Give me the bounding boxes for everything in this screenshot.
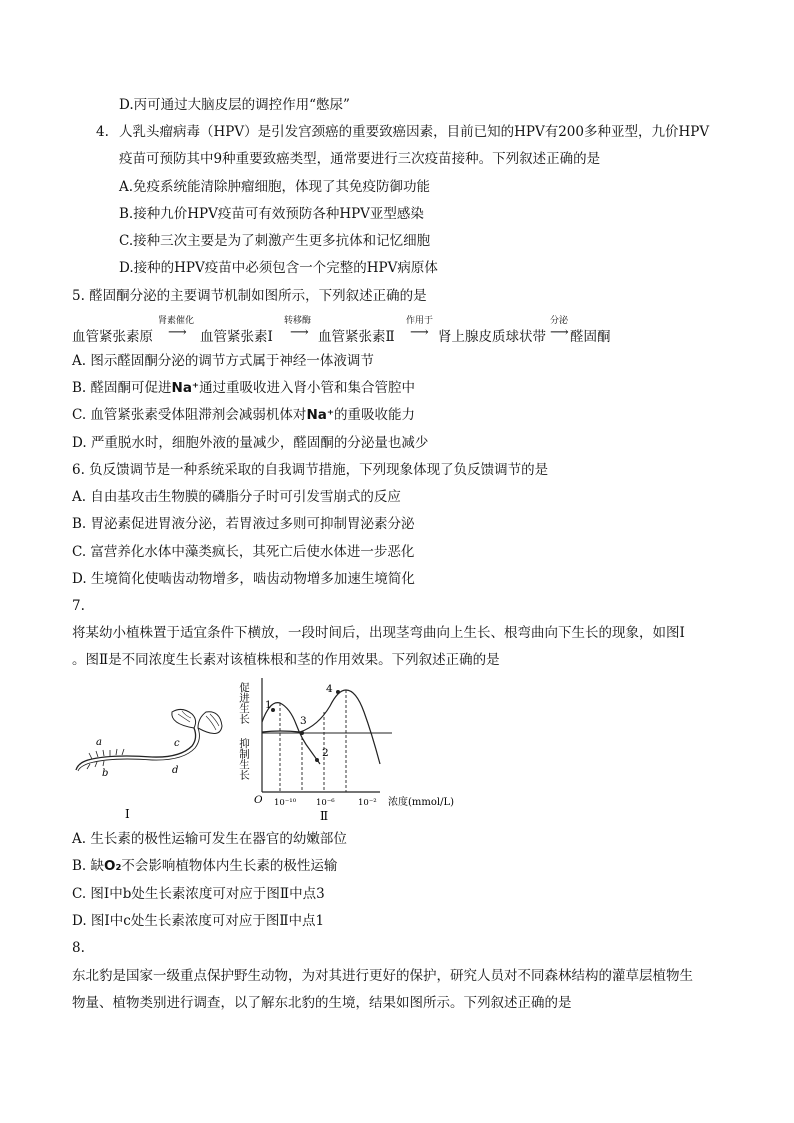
- tick-1e-2: 10⁻²: [358, 798, 377, 808]
- point-label-4: 4: [326, 683, 333, 695]
- label-a: a: [96, 737, 102, 748]
- pathway-label-secrete: 分泌: [550, 316, 569, 326]
- q4-stem-line2: 疫苗可预防其中9种重要致癌类型，通常要进行三次疫苗接种。下列叙述正确的是: [119, 151, 601, 167]
- q4-option-c: C.接种三次主要是为了刺激产生更多抗体和记忆细胞: [119, 233, 431, 249]
- pathway-adrenal-cortex: 肾上腺皮质球状带: [438, 329, 546, 345]
- dashed-guides: [280, 690, 346, 792]
- point-2: [315, 758, 319, 762]
- figure-2-growth-curves: [240, 672, 480, 824]
- q5-option-b-ion: Na⁺: [171, 380, 200, 396]
- ylabel-inhibit: 抑制生长: [238, 738, 250, 780]
- x-axis-label: 浓度(mmol/L): [388, 797, 454, 808]
- q6-option-a: A. 自由基攻击生物膜的磷脂分子时可引发雪崩式的反应: [72, 489, 401, 505]
- q4-option-b: B.接种九价HPV疫苗可有效预防各种HPV亚型感染: [119, 206, 424, 222]
- q6-option-d: D. 生境简化使啮齿动物增多，啮齿动物增多加速生境简化: [72, 571, 415, 587]
- tick-1e-10: 10⁻¹⁰: [274, 798, 297, 808]
- q7-option-b: [72, 857, 337, 875]
- figure-1-seedling: [70, 700, 240, 825]
- point-3: [300, 731, 304, 735]
- pathway-label-renin: 肾素催化: [158, 316, 195, 326]
- q5-regulation-pathway: [72, 316, 722, 346]
- point-4: [336, 690, 340, 694]
- q8-stem-line1: 东北豹是国家一级重点保护野生动物，为对其进行更好的保护，研究人员对不同森林结构的灌草层植物生: [72, 968, 693, 984]
- q7-option-c: C. 图Ⅰ中b处生长素浓度可对应于图Ⅱ中点3: [72, 886, 325, 902]
- point-label-1: 1: [265, 699, 272, 711]
- q7-option-b-post: 不会影响植物体内生长素的极性运输: [121, 858, 338, 874]
- q3-option-d: D.丙可通过大脑皮层的调控作用“憋尿”: [119, 97, 350, 113]
- point-label-3: 3: [300, 715, 307, 727]
- q4-stem-line1: 人乳头瘤病毒（HPV）是引发宫颈癌的重要致癌因素，目前已知的HPV有200多种亚型，九价HPV: [119, 124, 710, 140]
- q5-option-b-post: 通过重吸收进入肾小管和集合管腔中: [199, 380, 416, 396]
- pathway-angiotensinogen: 血管紧张素原: [72, 329, 153, 345]
- pathway-arrow-2: ⟶: [290, 325, 309, 340]
- q5-stem: 5. 醛固酮分泌的主要调节机制如图所示，下列叙述正确的是: [72, 288, 427, 304]
- q7-option-a: A. 生长素的极性运输可发生在器官的幼嫩部位: [72, 831, 347, 847]
- seedling-cotyledons: [172, 709, 222, 733]
- q7-option-d: D. 图Ⅰ中c处生长素浓度可对应于图Ⅱ中点1: [72, 913, 325, 929]
- q7-stem-line2: 。图Ⅱ是不同浓度生长素对该植株根和茎的作用效果。下列叙述正确的是: [72, 652, 500, 668]
- pathway-arrow-3: ⟶: [410, 325, 429, 340]
- q8-stem-line2: 物量、植物类别进行调查，以了解东北豹的生境，结果如图所示。下列叙述正确的是: [72, 995, 572, 1011]
- q4-option-d: D.接种的HPV疫苗中必须包含一个完整的HPV病原体: [119, 260, 438, 276]
- label-d: d: [172, 765, 179, 776]
- q5-option-b: [72, 379, 415, 397]
- pathway-angiotensin-2: 血管紧张素Ⅱ: [318, 329, 395, 345]
- pathway-label-act: 作用于: [406, 316, 434, 326]
- q7-number: 7.: [72, 598, 85, 614]
- point-label-2: 2: [322, 747, 329, 759]
- tick-1e-6: 10⁻⁶: [316, 798, 335, 808]
- q4-option-a: A.免疫系统能清除肿瘤细胞，体现了其免疫防御功能: [119, 179, 431, 195]
- q5-option-c-ion: Na⁺: [306, 407, 334, 423]
- q6-option-b: B. 胃泌素促进胃液分泌，若胃液过多则可抑制胃泌素分泌: [72, 516, 415, 532]
- q5-option-c-post: 的重吸收能力: [333, 407, 415, 423]
- pathway-arrow-1: ⟶: [168, 325, 187, 340]
- q6-stem: 6. 负反馈调节是一种系统采取的自我调节措施，下列现象体现了负反馈调节的是: [72, 462, 549, 478]
- q7-option-b-pre: B. 缺: [72, 858, 105, 874]
- pathway-label-enzyme: 转移酶: [284, 316, 312, 326]
- pathway-angiotensin-1: 血管紧张素Ⅰ: [200, 329, 273, 345]
- q4-number: 4.: [96, 124, 109, 140]
- q7-stem-line1: 将某幼小植株置于适宜条件下横放，一段时间后，出现茎弯曲向上生长、根弯曲向下生长的现象，如图Ⅰ: [72, 625, 685, 641]
- q7-option-b-o2: O₂: [104, 858, 122, 874]
- figure-1-caption: Ⅰ: [125, 807, 130, 821]
- label-c: c: [174, 738, 180, 749]
- stem-curve: [262, 690, 380, 764]
- ylabel-promote: 促进生长: [238, 682, 250, 724]
- pathway-arrow-4: ⟶: [550, 325, 569, 340]
- label-b: b: [102, 768, 109, 779]
- origin-label: O: [254, 794, 263, 806]
- q5-option-a: A. 图示醛固酮分泌的调节方式属于神经一体液调节: [72, 353, 374, 369]
- q8-number: 8.: [72, 940, 85, 956]
- q5-option-c: [72, 406, 415, 424]
- q5-option-d: D. 严重脱水时，细胞外液的量减少，醛固酮的分泌量也减少: [72, 435, 429, 451]
- q5-option-b-pre: B. 醛固酮可促进: [72, 380, 172, 396]
- q6-option-c: C. 富营养化水体中藻类疯长，其死亡后使水体进一步恶化: [72, 544, 415, 560]
- q5-option-c-pre: C. 血管紧张素受体阻滞剂会减弱机体对: [72, 407, 307, 423]
- pathway-aldosterone: 醛固酮: [570, 329, 611, 345]
- figure-2-caption: Ⅱ: [320, 809, 329, 823]
